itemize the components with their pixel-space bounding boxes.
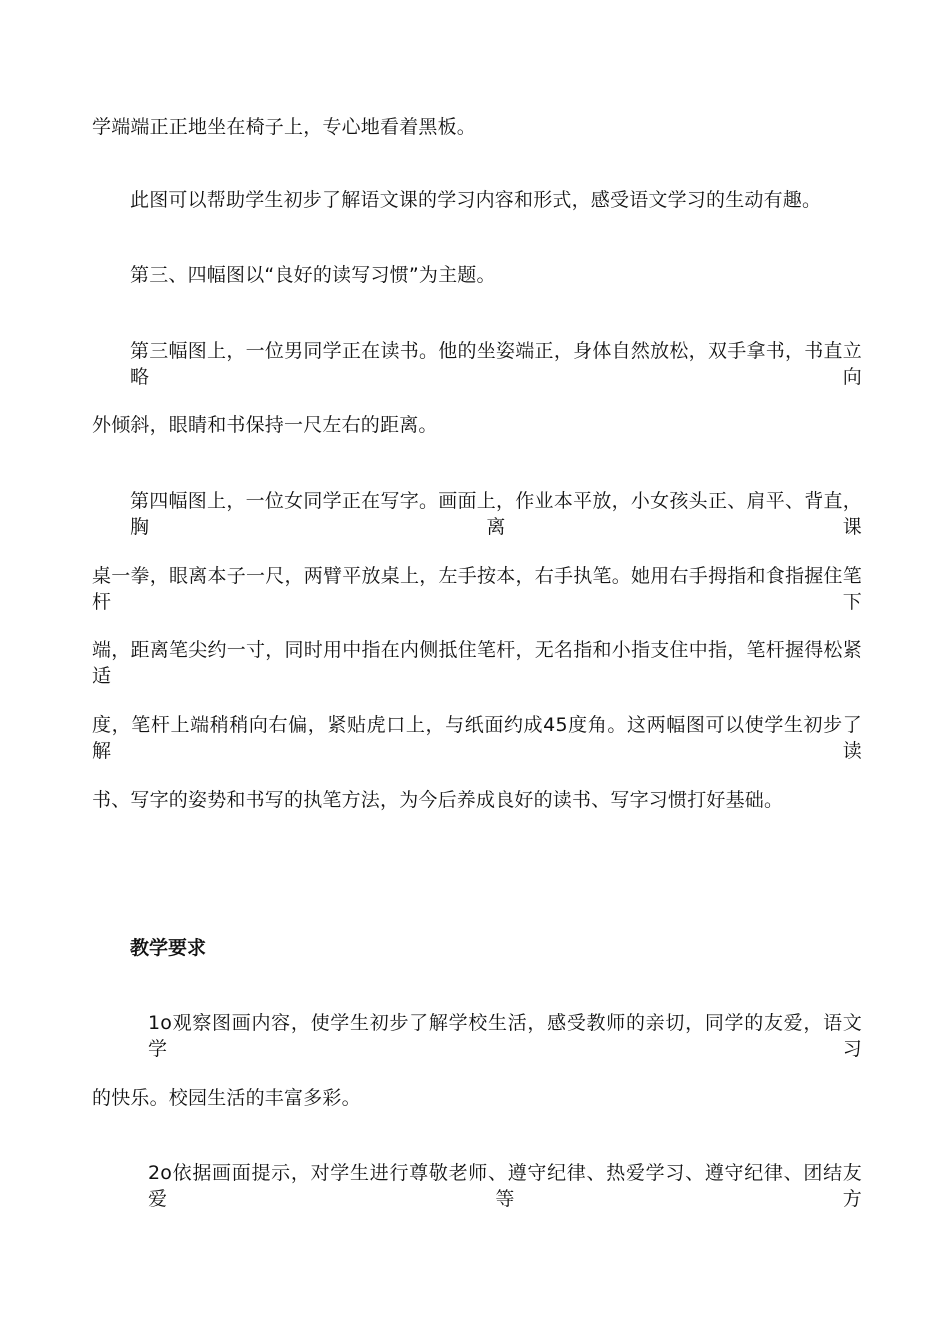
- paragraph-line: 外倾斜，眼睛和书保持一尺左右的距离。: [92, 414, 438, 436]
- requirement-line: 的快乐。校园生活的丰富多彩。: [92, 1087, 361, 1109]
- paragraph-line: 第三、四幅图以“良好的读写习惯”为主题。: [130, 264, 496, 286]
- paragraph-line: 桌一拳，眼离本子一尺，两臂平放桌上，左手按本，右手执笔。她用右手拇指和食指握住笔杆下: [92, 565, 862, 613]
- requirement-line: 1o观察图画内容，使学生初步了解学校生活，感受教师的亲切，同学的友爱，语文学习: [148, 1012, 862, 1060]
- requirement-line: 2o依据画面提示，对学生进行尊敬老师、遵守纪律、热爱学习、遵守纪律、团结友爱等方: [148, 1162, 862, 1210]
- paragraph-line: 学端端正正地坐在椅子上，专心地看着黑板。: [92, 116, 477, 138]
- section-heading: 教学要求: [130, 937, 207, 959]
- paragraph-line: 书、写字的姿势和书写的执笔方法，为今后养成良好的读书、写字习惯打好基础。: [92, 789, 784, 811]
- paragraph-line: 第三幅图上，一位男同学正在读书。他的坐姿端正，身体自然放松，双手拿书，书直立略向: [130, 340, 862, 388]
- paragraph-line: 第四幅图上，一位女同学正在写字。画面上，作业本平放，小女孩头正、肩平、背直，胸离课: [130, 490, 862, 538]
- paragraph-line: 度，笔杆上端稍稍向右偏，紧贴虎口上，与纸面约成45度角。这两幅图可以使学生初步了解读: [92, 714, 862, 762]
- paragraph-line: 此图可以帮助学生初步了解语文课的学习内容和形式，感受语文学习的生动有趣。: [130, 189, 822, 211]
- paragraph-line: 端，距离笔尖约一寸，同时用中指在内侧抵住笔杆，无名指和小指支住中指，笔杆握得松紧适: [92, 639, 862, 687]
